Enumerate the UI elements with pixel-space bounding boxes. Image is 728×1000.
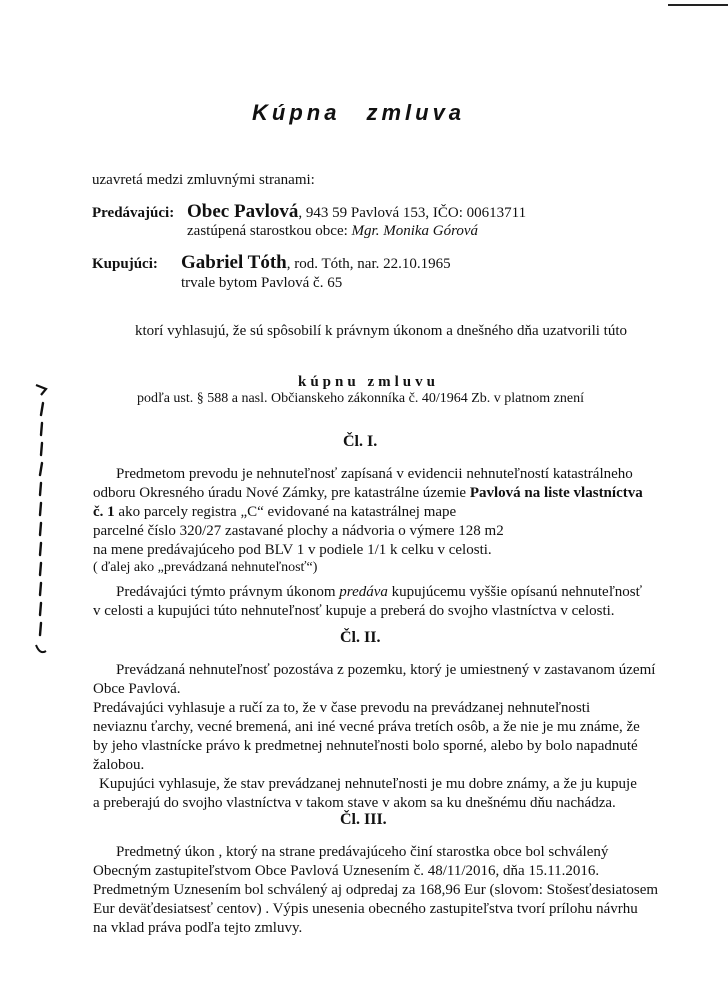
article-2-line: Prevádzaná nehnuteľnosť pozostáva z pozemku, ktorý je umiestnený v zastavanom území [116, 662, 656, 678]
article-1-line: Predávajúci týmto právnym úkonom predáva kupujúcemu vyššie opísanú nehnuteľnosť [116, 584, 643, 600]
buyer-address: trvale bytom Pavlová č. 65 [181, 275, 343, 291]
buyer-details: , rod. Tóth, nar. 22.10.1965 [286, 256, 451, 272]
article-1-line: na mene predávajúceho pod BLV 1 v podiele 1/1 k celku v celosti. [93, 542, 492, 558]
legal-basis: podľa ust. § 588 a nasl. Občianskeho zákonníka č. 40/1964 Zb. v platnom znení [137, 391, 584, 406]
declaration-text: ktorí vyhlasujú, že sú spôsobilí k právnym úkonom a dnešného dňa uzatvorili túto [135, 323, 628, 339]
article-1-line: v celosti a kupujúci túto nehnuteľnosť kupuje a preberá do svojho vlastníctva v celosti. [93, 603, 615, 619]
article-3-line: Eur deväťdesiatsesť centov) . Výpis unesenia obecného zastupiteľstva tvorí prílohu návrhu [93, 901, 638, 917]
seller-details: , 943 59 Pavlová 153, IČO: 00613711 [298, 205, 527, 221]
article-1-line: odboru Okresného úradu Nové Zámky, pre katastrálne územie Pavlová na liste vlastníctva [93, 485, 643, 501]
buyer-line [181, 252, 451, 274]
intro-text: uzavretá medzi zmluvnými stranami: [92, 172, 315, 188]
article-2-line: Kupujúci vyhlasuje, že stav prevádzanej nehnuteľnosti je mu dobre známy, a že ju kupuje [99, 776, 637, 792]
article-2-line: neviaznu ťarchy, vecné bremená, ani iné vecné práva tretích osôb, a že nie je mu známe, že [93, 719, 640, 735]
article-2-line: Predávajúci vyhlasuje a ručí za to, že v čase prevodu na prevádzanej nehnuteľnosti [93, 700, 591, 716]
buyer-name: Gabriel Tóth [181, 252, 287, 273]
article-3-line: Predmetným Uznesením bol schválený aj odpredaj za 168,96 Eur (slovom: Stošesťdesiatosem [93, 882, 659, 898]
seller-name: Obec Pavlová [187, 201, 299, 222]
buyer-label: Kupujúci: [92, 256, 158, 272]
article-3-line: Obecným zastupiteľstvom Obce Pavlová Uznesením č. 48/11/2016, dňa 15.11.2016. [93, 863, 600, 879]
seller-line [187, 201, 526, 223]
contract-subtitle: kúpnu zmluvu [298, 374, 439, 390]
article-2-line: a preberajú do svojho vlastníctva v takom stave v akom sa ku dnešnému dňu nachádza. [93, 795, 616, 811]
seller-representative: zastúpená starostkou obce: Mgr. Monika Górová [187, 223, 479, 239]
article-2-line: žalobou. [93, 757, 145, 773]
article-2-line: by jeho vlastnícke právo k predmetnej nehnuteľnosti bolo sporné, alebo by bolo napadnuté [93, 738, 638, 754]
scan-edge-line [668, 4, 728, 6]
seller-rep-name: Mgr. Monika Górová [351, 223, 479, 239]
article-1-line: ( ďalej ako „prevádzaná nehnuteľnosť“) [93, 560, 318, 575]
article-3-line: na vklad práva podľa tejto zmluvy. [93, 920, 303, 936]
article-1-line: parcelné číslo 320/27 zastavané plochy a nádvoria o výmere 128 m2 [93, 523, 504, 539]
article-1-line: č. 1 ako parcely registra „C“ evidované na katastrálnej mape [93, 504, 457, 520]
article-1-line: Predmetom prevodu je nehnuteľnosť zapísaná v evidencii nehnuteľností katastrálneho [116, 466, 633, 482]
article-3-heading: Čl. III. [340, 811, 387, 828]
margin-stroke-mark [34, 383, 48, 658]
article-1-heading: Čl. I. [343, 433, 378, 450]
document-title: Kúpna zmluva [252, 100, 466, 125]
seller-label: Predávajúci: [92, 205, 175, 221]
article-2-heading: Čl. II. [340, 629, 381, 646]
article-3-line: Predmetný úkon , ktorý na strane predávajúceho činí starostka obce bol schválený [116, 844, 609, 860]
article-2-line: Obce Pavlová. [93, 681, 181, 697]
